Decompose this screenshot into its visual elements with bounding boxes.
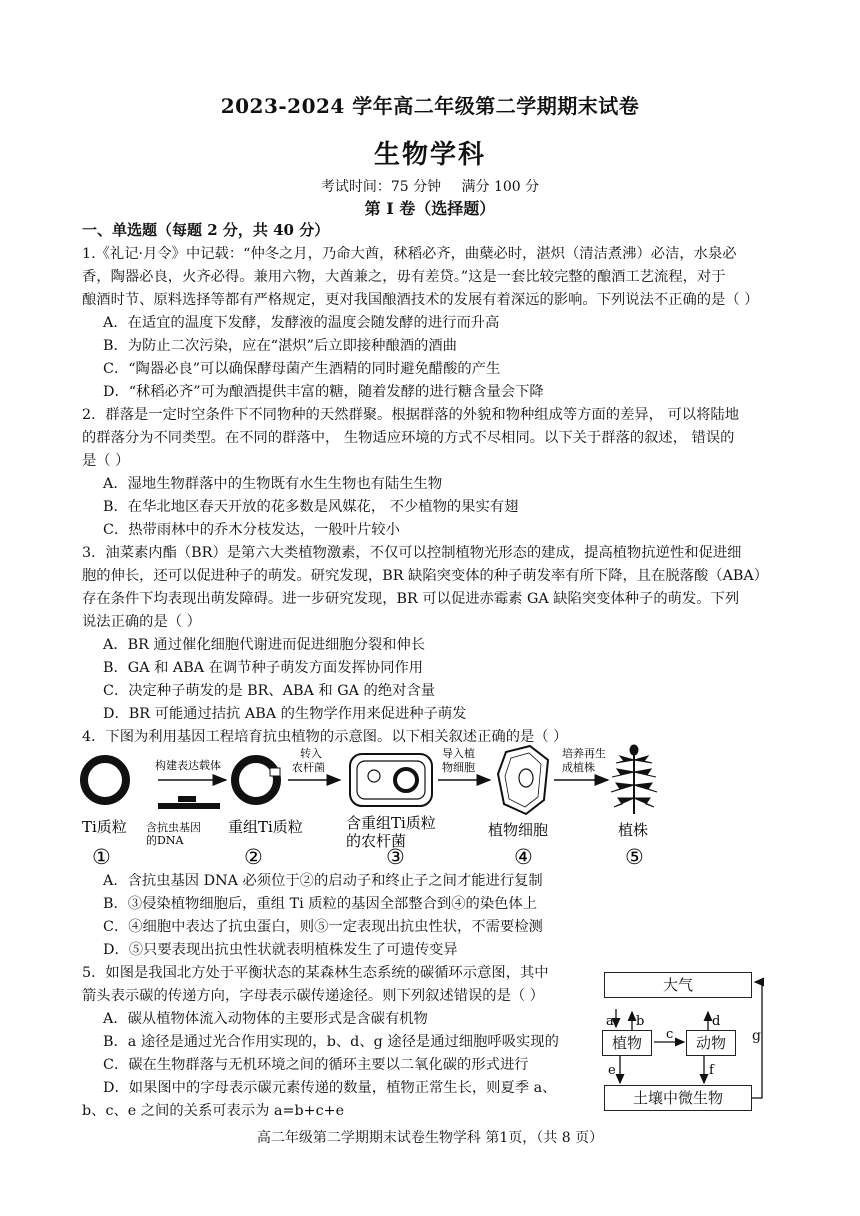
question-5-option-c: C．碳在生物群落与无机环境之间的循环主要以二氧化碳的形式进行 (103, 1057, 529, 1073)
arrow-regenerate-label-2: 成植株 (562, 761, 595, 774)
atmosphere-box: 大气 (604, 972, 752, 998)
question-1-line-1: 1.《礼记·月令》中记载：“仲冬之月，乃命大酋，秫稻必齐，曲蘖必时，湛炽（清洁煮沸）必洁，水泉必 (82, 246, 737, 262)
question-5-option-a: A．碳从植物体流入动物体的主要形式是含碳有机物 (103, 1011, 428, 1027)
ti-plasmid-icon (84, 759, 126, 801)
soil-microbe-box: 土壤中微生物 (604, 1085, 752, 1111)
exam-time: 考试时间：75 分钟 (320, 179, 442, 195)
question-2-line-2: 的群落分为不同类型。在不同的群落中， 生物适应环境的方式不尽相同。以下关于群落的叙述， 错误的 (82, 430, 735, 446)
plant-box: 植物 (602, 1030, 652, 1056)
recombinant-plasmid-label: 重组Ti质粒 (228, 818, 303, 836)
question-5-line-2: 箭头表示碳的传递方向，字母表示碳传递途径。则下列叙述错误的是（ ） (82, 988, 545, 1004)
arrow-construct-label: 构建表达载体 (155, 759, 221, 772)
page-footer: 高二年级第二学期期末试卷生物学科 第1页，（共 8 页） (256, 1130, 604, 1146)
step-5-number: ⑤ (625, 845, 644, 869)
agrobacterium-label-2: 的农杆菌 (346, 832, 407, 850)
question-5-line-1: 5．如图是我国北方处于平衡状态的某森林生态系统的碳循环示意图，其中 (82, 965, 549, 981)
question-4-line-1: 4．下图为利用基因工程培育抗虫植物的示意图。以下相关叙述正确的是（ ） (82, 729, 568, 745)
question-3-option-d: D．BR 可能通过拮抗 ABA 的生物学作用来促进种子萌发 (103, 706, 467, 722)
question-3-option-b: B．GA 和 ABA 在调节种子萌发方面发挥协同作用 (103, 660, 424, 676)
step-4-number: ④ (514, 845, 533, 869)
question-1-option-a: A．在适宜的温度下发酵，发酵液的温度会随发酵的进行而升高 (103, 315, 500, 331)
label-f: f (709, 1063, 714, 1078)
agrobacterium-icon (350, 754, 432, 806)
label-a: a (606, 1014, 614, 1029)
arrow-import-label-2: 物细胞 (442, 761, 475, 774)
plant-cell-label: 植物细胞 (488, 821, 549, 839)
question-3-line-3: 存在条件下均表现出萌发障碍。进一步研究发现，BR 可以促进赤霉素 GA 缺陷突变体种子的萌发。下列 (82, 591, 740, 607)
plant-icon (611, 745, 657, 814)
carbon-cycle-diagram (600, 972, 770, 1114)
arrow-import-label-1: 导入植 (442, 747, 475, 760)
question-3-option-a: A．BR 通过催化细胞代谢进而促进细胞分裂和伸长 (103, 637, 426, 653)
question-3-line-4: 说法正确的是（ ） (82, 614, 201, 630)
section-heading: 一、单选题（每题 2 分，共 40 分） (82, 221, 330, 239)
question-4-option-a: A．含抗虫基因 DNA 必须位于②的启动子和终止子之间才能进行复制 (103, 873, 543, 889)
question-1-option-b: B．为防止二次污染，应在“湛炽”后立即接种酿酒的酒曲 (103, 338, 457, 354)
animal-box: 动物 (686, 1030, 736, 1056)
question-5-option-d-line-2: b、c、e 之间的关系可表示为 a=b+c+e (82, 1103, 345, 1119)
label-d: d (712, 1014, 721, 1029)
label-e: e (608, 1063, 616, 1078)
exam-score: 满分 100 分 (461, 179, 540, 195)
agrobacterium-label-1: 含重组Ti质粒 (346, 814, 436, 832)
subject-title: 生物学科 (373, 140, 486, 170)
recombinant-plasmid-icon (235, 759, 280, 801)
question-4-option-c: C．④细胞中表达了抗虫蛋白，则⑤一定表现出抗虫性状，不需要检测 (103, 919, 543, 935)
arrow-regenerate-label-1: 培养再生 (562, 747, 606, 760)
question-5-option-b: B．a 途径是通过光合作用实现的，b、d、g 途径是通过细胞呼吸实现的 (103, 1034, 559, 1050)
volume-heading: 第 I 卷（选择题） (364, 199, 496, 218)
question-2-option-b: B．在华北地区春天开放的花多数是风媒花， 不少植物的果实有翅 (103, 499, 519, 515)
question-1-option-d: D．“秫稻必齐”可为酿酒提供丰富的糖，随着发酵的进行糖含量会下降 (103, 384, 544, 400)
genetic-engineering-diagram (78, 740, 718, 870)
step-2-number: ② (244, 845, 263, 869)
ti-plasmid-label: Ti质粒 (82, 818, 127, 836)
gene-dna-label-1: 含抗虫基因 (146, 821, 201, 834)
exam-info (0, 176, 860, 196)
question-4-option-b: B．③侵染植物细胞后，重组 Ti 质粒的基因全部整合到④的染色体上 (103, 896, 538, 912)
plant-cell-icon (498, 746, 548, 814)
question-2-option-a: A．湿地生物群落中的生物既有水生生物也有陆生生物 (103, 476, 443, 492)
question-1-line-2: 香，陶器必良，火齐必得。兼用六物，大酋兼之，毋有差贷。”这是一套比较完整的酿酒工艺流程，对于 (82, 269, 726, 285)
plant-label: 植株 (618, 821, 649, 839)
gene-dna-label-2: 的DNA (146, 834, 184, 847)
label-b: b (636, 1014, 645, 1029)
question-3-line-2: 胞的伸长，还可以促进种子的萌发。研究发现，BR 缺陷突变体的种子萌发率有所下降，且在脱落酸（ABA） (82, 568, 769, 584)
question-3-line-1: 3．油菜素内酯（BR）是第六大类植物激素，不仅可以控制植物光形态的建成，提高植物抗逆性和促进细 (82, 545, 742, 561)
step-1-number: ① (92, 845, 111, 869)
label-g: g (752, 1028, 761, 1044)
label-c: c (666, 1027, 674, 1042)
question-3-option-c: C．决定种子萌发的是 BR、ABA 和 GA 的绝对含量 (103, 683, 436, 699)
question-1-option-c: C．“陶器必良”可以确保酵母菌产生酒精的同时避免醋酸的产生 (103, 361, 501, 377)
question-2-line-1: 2．群落是一定时空条件下不同物种的天然群聚。根据群落的外貌和物种组成等方面的差异， 可以将陆地 (82, 407, 739, 423)
arrow-transfer-label-2: 农杆菌 (292, 761, 325, 774)
exam-title: 2023-2024 学年高二年级第二学期期末试卷 (220, 94, 640, 118)
question-5-option-d-line-1: D．如果图中的字母表示碳元素传递的数量，植物正常生长，则夏季 a、 (103, 1080, 557, 1096)
question-1-line-3: 酿酒时节、原料选择等都有严格规定，更对我国酿酒技术的发展有着深远的影响。下列说法不正确的是（ ） (82, 292, 759, 308)
step-3-number: ③ (386, 845, 405, 869)
question-2-line-3: 是（ ） (82, 453, 130, 469)
question-4-option-d: D．⑤只要表现出抗虫性状就表明植株发生了可遗传变异 (103, 942, 458, 958)
arrow-transfer-label-1: 转入 (300, 747, 322, 760)
dna-fragment-icon (158, 796, 220, 809)
question-2-option-c: C．热带雨林中的乔木分枝发达，一般叶片较小 (103, 522, 400, 538)
